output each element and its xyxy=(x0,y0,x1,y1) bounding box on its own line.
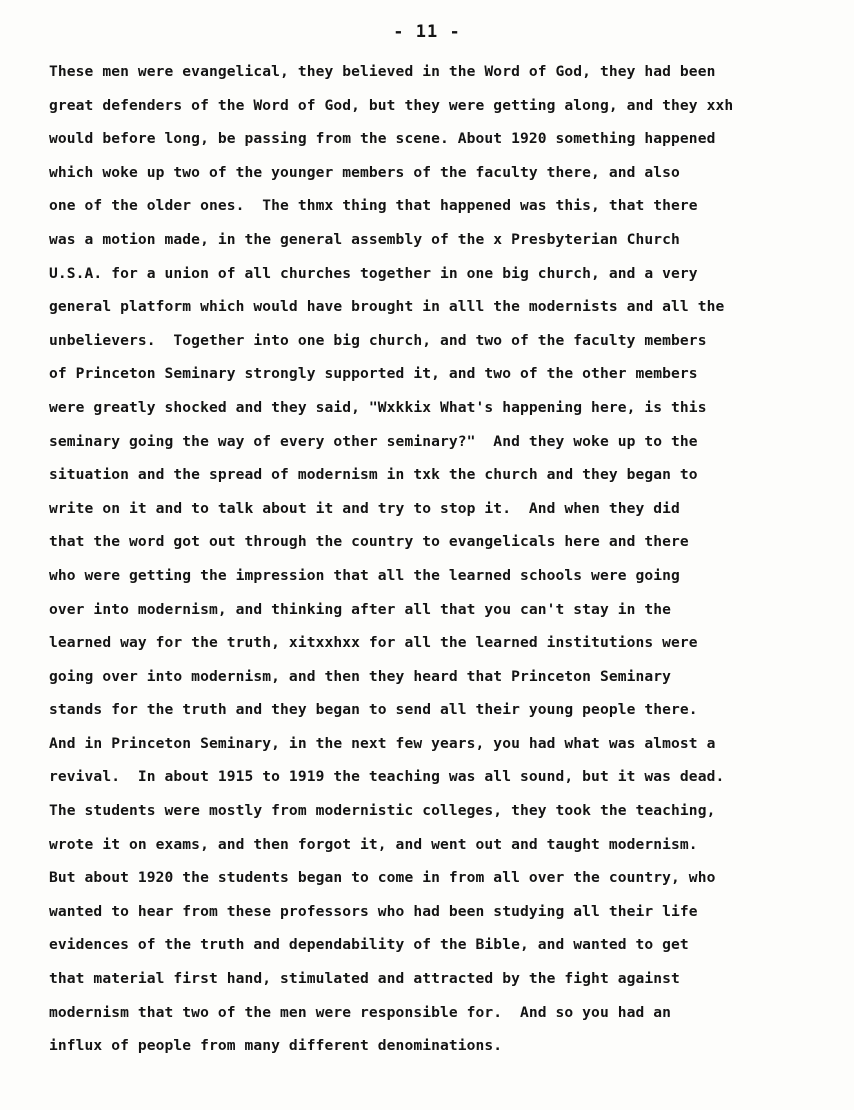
page-number: - 11 - xyxy=(393,22,461,42)
text-line: that the word got out through the country to evangelicals here and there xyxy=(49,533,689,551)
text-line: These men were evangelical, they believed in the Word of God, they had been xyxy=(49,63,716,80)
text-line: who were getting the impression that all the learned schools were going xyxy=(49,566,680,584)
text-line: And in Princeton Seminary, in the next few years, you had what was almost a xyxy=(49,734,716,752)
text-line: that material first hand, stimulated and attracted by the fight against xyxy=(49,970,680,988)
text-line: unbelievers. Together into one big church, and two of the faculty members xyxy=(49,331,707,349)
text-line: wanted to hear from these professors who had been studying all their life xyxy=(49,902,698,920)
text-line: general platform which would have brought in alll the modernists and all the xyxy=(49,298,725,316)
text-line: which woke up two of the younger members of the faculty there, and also xyxy=(49,163,680,181)
text-line: great defenders of the Word of God, but they were getting along, and they xxh xyxy=(49,96,734,114)
text-line: one of the older ones. The thmx thing that happened was this, that there xyxy=(49,197,698,215)
text-line: was a motion made, in the general assembly of the x Presbyterian Church xyxy=(49,230,680,248)
text-line: wrote it on exams, and then forgot it, and went out and taught modernism. xyxy=(49,835,698,853)
text-line: evidences of the truth and dependability of the Bible, and wanted to get xyxy=(49,936,689,954)
text-line: revival. In about 1915 to 1919 the teaching was all sound, but it was dead. xyxy=(49,768,725,786)
page-body-text xyxy=(49,58,839,1066)
text-line: going over into modernism, and then they heard that Princeton Seminary xyxy=(49,667,672,685)
text-line: influx of people from many different denominations. xyxy=(49,1037,503,1055)
text-line: U.S.A. for a union of all churches together in one big church, and a very xyxy=(49,264,698,282)
text-line: stands for the truth and they began to send all their young people there. xyxy=(49,701,698,719)
text-line: of Princeton Seminary strongly supported it, and two of the other members xyxy=(49,365,698,383)
text-line: But about 1920 the students began to come in from all over the country, who xyxy=(49,869,716,887)
text-line: The students were mostly from modernistic colleges, they took the teaching, xyxy=(49,802,716,820)
text-line: were greatly shocked and they said, "Wxkkix What's happening here, is this xyxy=(49,398,707,416)
text-line: write on it and to talk about it and try to stop it. And when they did xyxy=(49,499,680,517)
text-line: learned way for the truth, xitxxhxx for all the learned institutions were xyxy=(49,634,698,652)
text-line: seminary going the way of every other seminary?" And they woke up to the xyxy=(49,432,698,450)
text-line: situation and the spread of modernism in txk the church and they began to xyxy=(49,466,698,484)
text-line: would before long, be passing from the scene. About 1920 something happened xyxy=(49,130,716,148)
text-line: modernism that two of the men were responsible for. And so you had an xyxy=(49,1003,672,1021)
text-line: over into modernism, and thinking after all that you can't stay in the xyxy=(49,600,672,618)
